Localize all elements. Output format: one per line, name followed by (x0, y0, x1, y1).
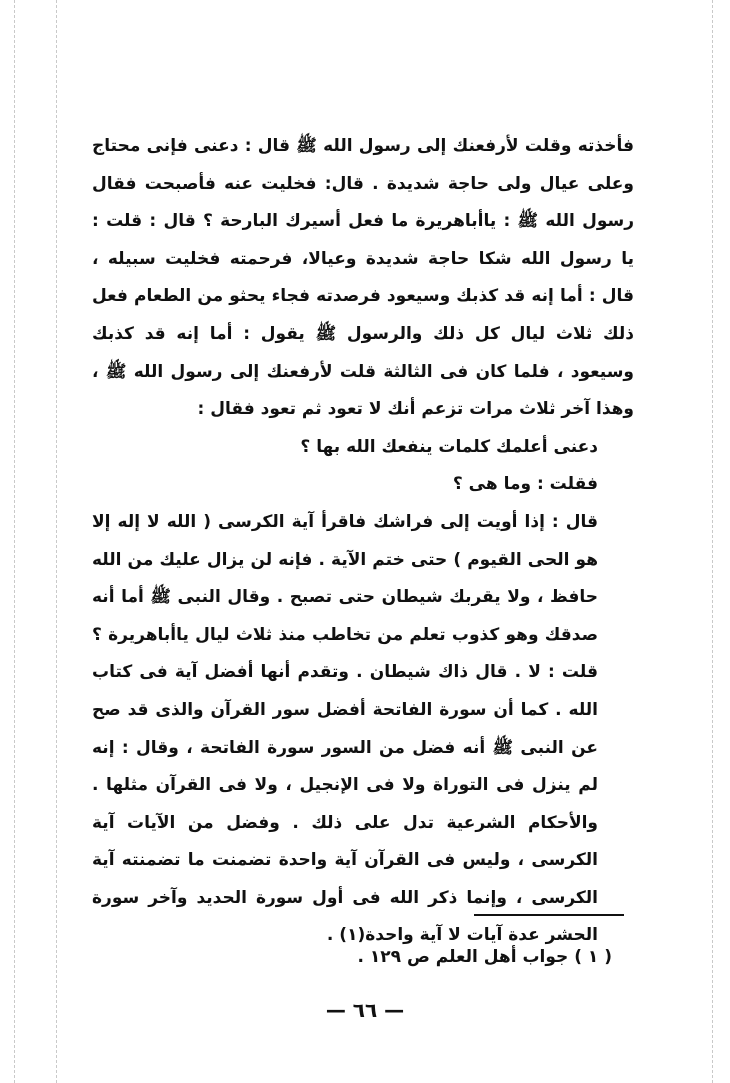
footnote: ( ١ ) جواب أهل العلم ص ١٢٩ . (357, 947, 612, 967)
paragraph-narration: فأخذته وقلت لأرفعنك إلى رسول الله ﷺ قال : دعنى فإنى محتاج وعلى عيال ولى حاجة شديدة . قال: فخليت عنه فأصبحت فقال رسول الله ﷺ : ياأباهريرة ما فعل أسيرك البارحة ؟ قال : قلت : يا رسول الله شكا حاجة شديدة وعيالا، فرحمته فخليت سبيله ، قال : أما إنه قد كذبك وسيعود فرصدته فجاء يحثو من الطعام فعل ذلك ثلاث ليال كل ذلك والرسول ﷺ يقول : أما إنه قد كذبك وسيعود ، فلما كان فى الثالثة قلت لأرفعنك إلى رسول الله ﷺ ، وهذا آخر ثلاث مرات تزعم أنك لا تعود ثم تعود فقال : (92, 136, 634, 420)
scan-margin-line (14, 0, 15, 1083)
paragraph-offer: دعنى أعلمك كلمات ينفعك الله بها ؟ (300, 436, 598, 457)
paragraph-question: فقلت : وما هى ؟ (452, 474, 598, 495)
page-number: — ٦٦ — (325, 998, 405, 1022)
scan-margin-line (56, 0, 57, 1083)
main-text (92, 128, 634, 955)
paragraph-answer: قال : إذا أويت إلى فراشك فاقرأ آية الكرسى ( الله لا إله إلا هو الحى القيوم ) حتى ختم الآية . فإنه لن يزال عليك من الله حافظ ، ولا يقربك شيطان حتى تصبح . وقال النبى ﷺ أما أنه صدقك وهو كذوب تعلم من تخاطب منذ ثلاث ليال ياأباهريرة ؟ قلت : لا . قال ذاك شيطان . وتقدم أنها أفضل آية فى كتاب الله . كما أن سورة الفاتحة أفضل سور القرآن والذى قد صح عن النبى ﷺ أنه فضل من السور سورة الفاتحة ، وقال : إنه لم ينزل فى التوراة ولا فى الإنجيل ، ولا فى القرآن مثلها . والأحكام الشرعية تدل على ذلك . وفضل من الآيات آية الكرسى ، وليس فى القرآن آية واحدة تضمنت ما تضمنته آية الكرسى ، وإنما ذكر الله فى أول سورة الحديد وآخر سورة الحشر عدة آيات لا آية واحدة(١) . (92, 511, 598, 946)
scan-margin-line (712, 0, 713, 1083)
footnote-separator (474, 914, 624, 916)
